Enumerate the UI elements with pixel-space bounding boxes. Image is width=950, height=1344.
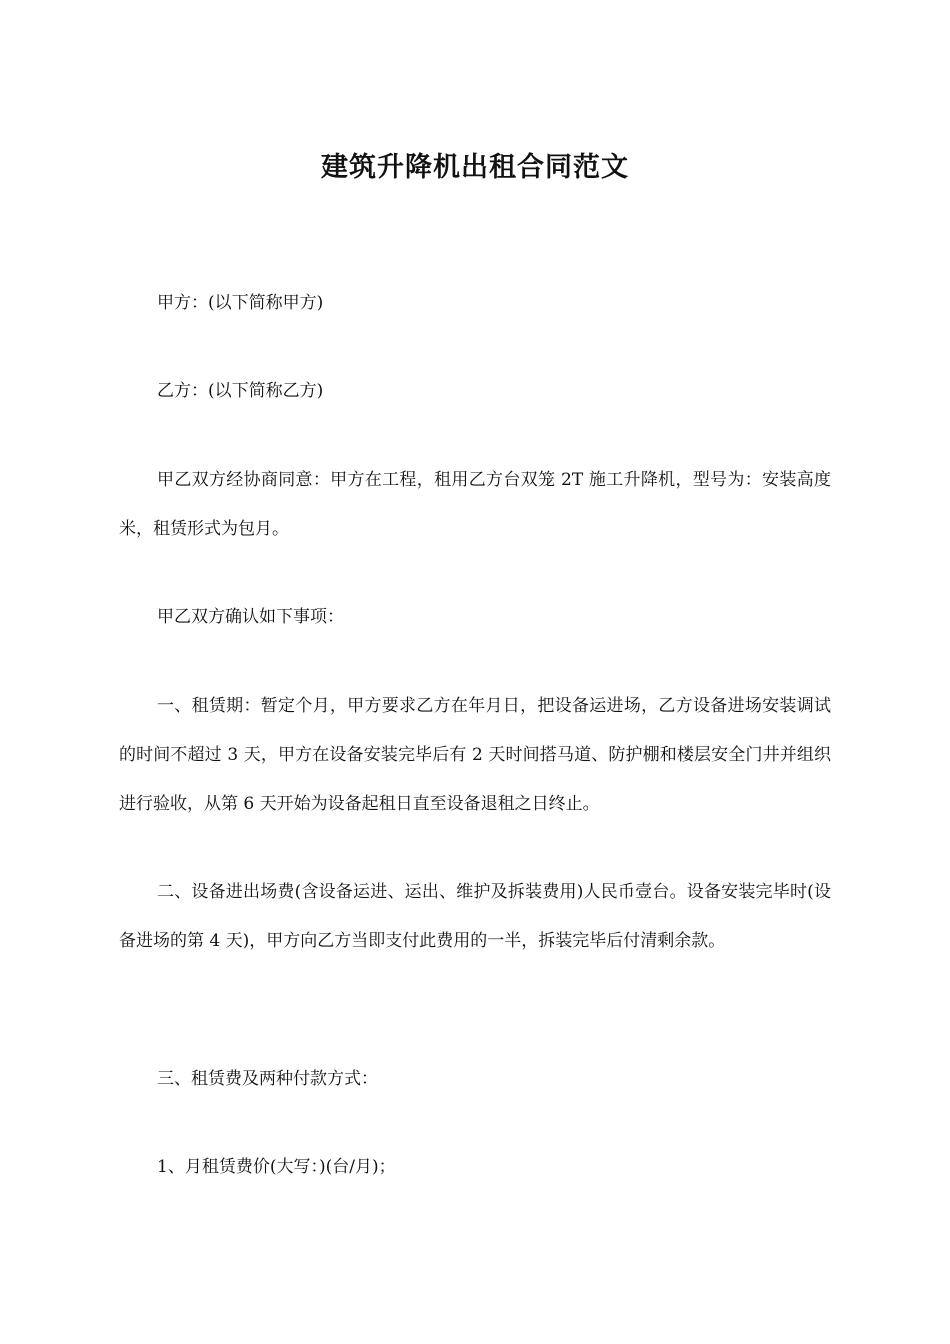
- clause-3-heading: 三、租赁费及两种付款方式：: [157, 1069, 378, 1089]
- clause-3-item-1: 1、月租赁费价(大写：)(台/月)；: [157, 1157, 396, 1177]
- clause-1-lease-term: 一、租赁期：暂定个月，甲方要求乙方在年月日，把设备运进场，乙方设备进场安装调试的时间不超过 3 天，甲方在设备安装完毕后有 2 天时间搭马道、防护棚和楼层安全门井并组织进行验收，从第 6 天开始为设备起租日直至设备退租之日终止。: [119, 696, 831, 814]
- agreement-intro-paragraph: 甲乙双方经协商同意：甲方在工程，租用乙方台双笼 2T 施工升降机，型号为：安装高度米，租赁形式为包月。: [119, 470, 831, 539]
- party-b-line: 乙方：(以下简称乙方): [157, 381, 324, 401]
- document-title: 建筑升降机出租合同范文: [321, 152, 629, 184]
- party-a-line: 甲方：(以下简称甲方): [157, 293, 324, 313]
- clause-2-entry-exit-fee: 二、设备进出场费(含设备运进、运出、维护及拆装费用)人民币壹台。设备安装完毕时(设备进场的第 4 天)，甲方向乙方当即支付此费用的一半，拆装完毕后付清剩余款。: [119, 882, 831, 951]
- confirm-items-heading: 甲乙双方确认如下事项：: [157, 607, 344, 627]
